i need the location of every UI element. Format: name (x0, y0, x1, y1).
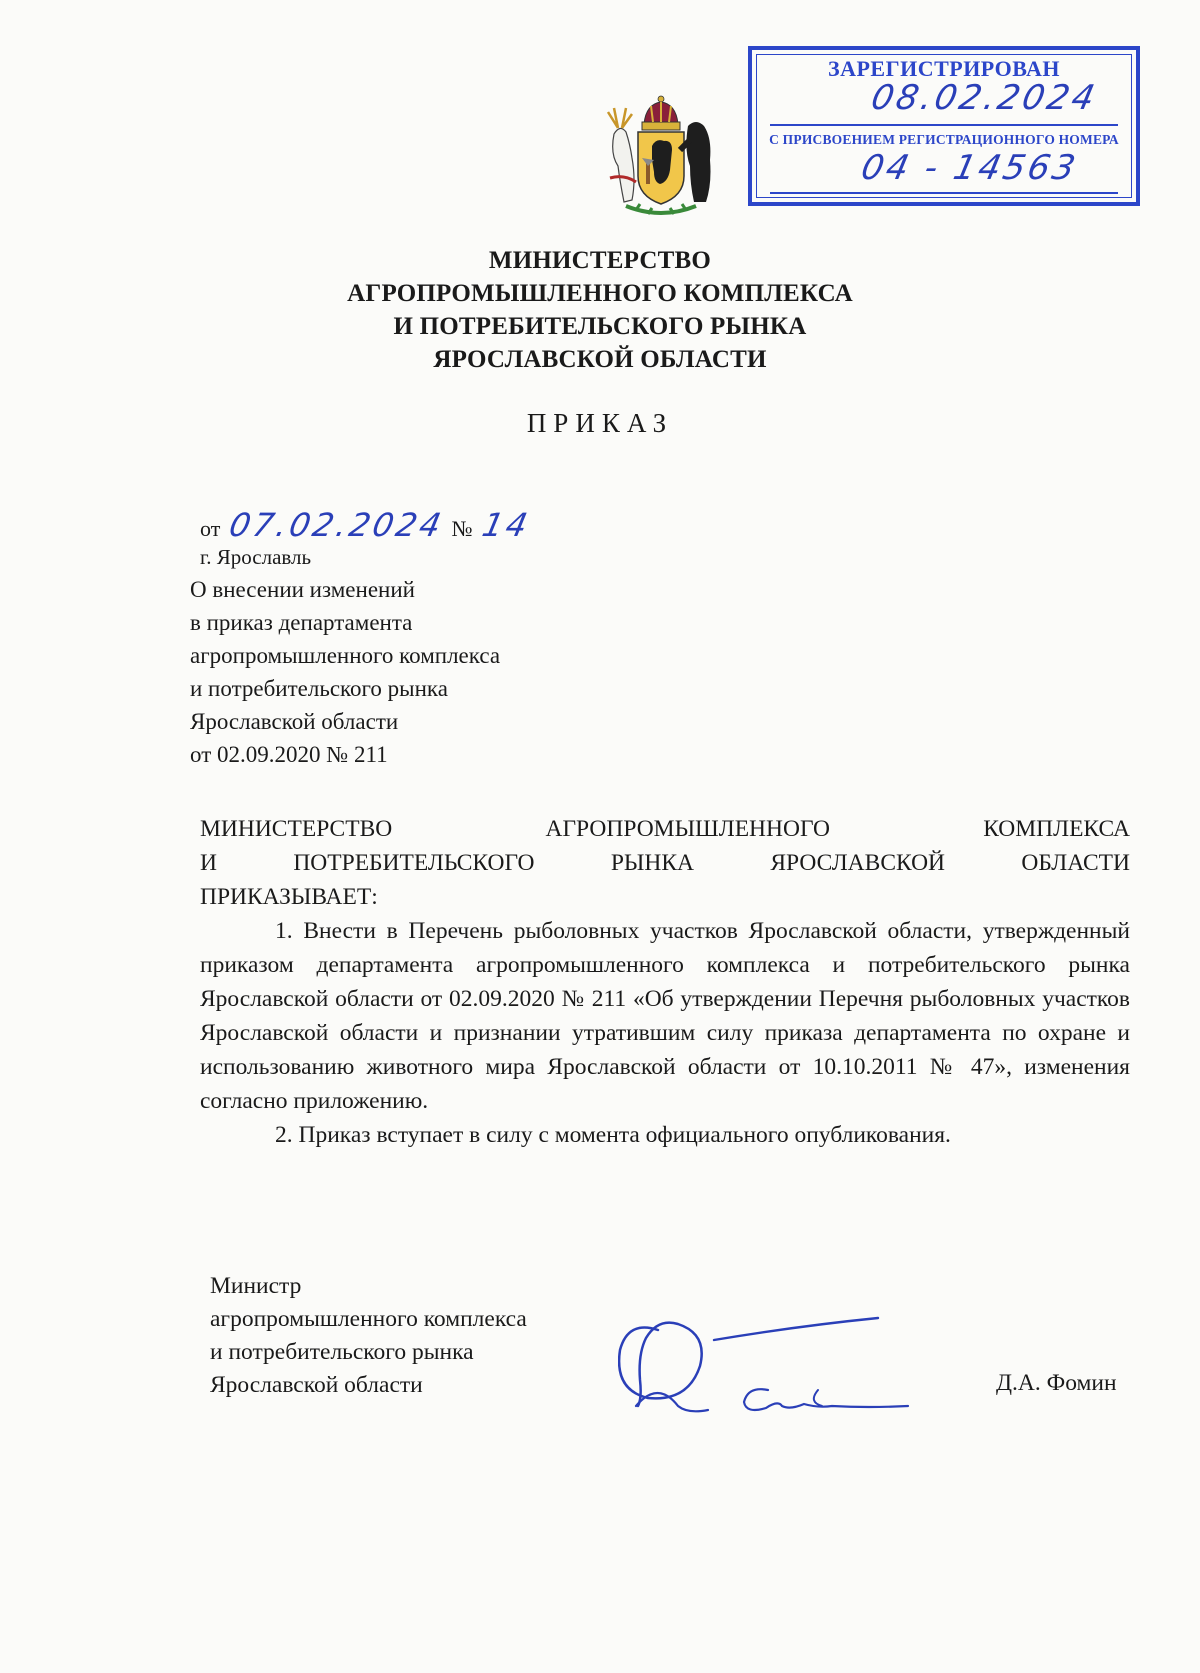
signatory-title (210, 1270, 610, 1402)
order-item-1: 1. Внести в Перечень рыболовных участков Ярославской области, утвержденный приказом департамента агропромышленного комплекса и потребительского рынка Ярославской области от 02.09.2020 № 211 «Об утверждении Перечня рыболовных участков Ярославской области и признании утратившим силу приказа департамента по охране и использованию животного мира Ярославской области от 10.10.2011 № 47», изменения согласно приложению. (200, 918, 1130, 1114)
document-type-heading: ПРИКАЗ (526, 408, 674, 438)
preamble-line: И ПОТРЕБИТЕЛЬСКОГО РЫНКА ЯРОСЛАВСКОЙ ОБЛАСТИ (200, 850, 1130, 876)
preamble-line: ПРИКАЗЫВАЕТ: (200, 884, 378, 910)
subject-line: О внесении изменений (190, 577, 415, 602)
stamp-registration-number: 04 - 14563 (857, 148, 1082, 188)
subject-line: Ярославской области (190, 709, 399, 734)
subject-line: агропромышленного комплекса (190, 643, 501, 668)
shield-icon (638, 132, 684, 204)
subject-line: и потребительского рынка (190, 676, 448, 701)
stamp-subtitle: С ПРИСВОЕНИЕМ РЕГИСТРАЦИОННОГО НОМЕРА (769, 132, 1119, 147)
order-dateline (200, 506, 534, 544)
subject-line: в приказ департамента (190, 610, 413, 635)
laurel-wreath-icon (626, 204, 696, 214)
ministry-heading (300, 244, 900, 376)
order-body (200, 812, 1130, 1152)
signatory-title-line: Министр (210, 1273, 302, 1299)
date-prefix: от (200, 516, 221, 541)
order-city: г. Ярославль (200, 545, 312, 569)
order-item-2: 2. Приказ вступает в силу с момента официального опубликования. (275, 1122, 951, 1148)
ministry-heading-line: АГРОПРОМЫШЛЕННОГО КОМПЛЕКСА (347, 280, 853, 307)
stamp-divider (770, 124, 1118, 126)
stamp-title: ЗАРЕГИСТРИРОВАН (827, 56, 1061, 81)
order-subject (190, 573, 610, 771)
preamble-line: МИНИСТЕРСТВО АГРОПРОМЫШЛЕННОГО КОМПЛЕКСА (200, 816, 1130, 842)
stamp-divider (770, 192, 1118, 194)
crown-icon (642, 96, 680, 130)
subject-line: от 02.09.2020 № 211 (190, 742, 388, 767)
order-number-handwritten: 14 (478, 506, 534, 544)
stamp-date: 08.02.2024 (867, 78, 1101, 118)
signatory-title-line: Ярославской области (210, 1372, 423, 1398)
ministry-heading-line: ЯРОСЛАВСКОЙ ОБЛАСТИ (433, 346, 767, 373)
handwritten-signature (618, 1310, 958, 1420)
order-date-handwritten: 07.02.2024 (226, 506, 448, 544)
deer-supporter-icon (608, 108, 636, 202)
registration-stamp (748, 46, 1140, 206)
yaroslavl-coat-of-arms-icon (596, 94, 726, 222)
number-sign: № (451, 516, 473, 541)
ministry-heading-line: И ПОТРЕБИТЕЛЬСКОГО РЫНКА (393, 313, 807, 340)
signatory-name: Д.А. Фомин (996, 1370, 1117, 1396)
signatory-title-line: и потребительского рынка (210, 1339, 474, 1365)
ministry-heading-line: МИНИСТЕРСТВО (488, 247, 712, 274)
signatory-title-line: агропромышленного комплекса (210, 1306, 527, 1332)
